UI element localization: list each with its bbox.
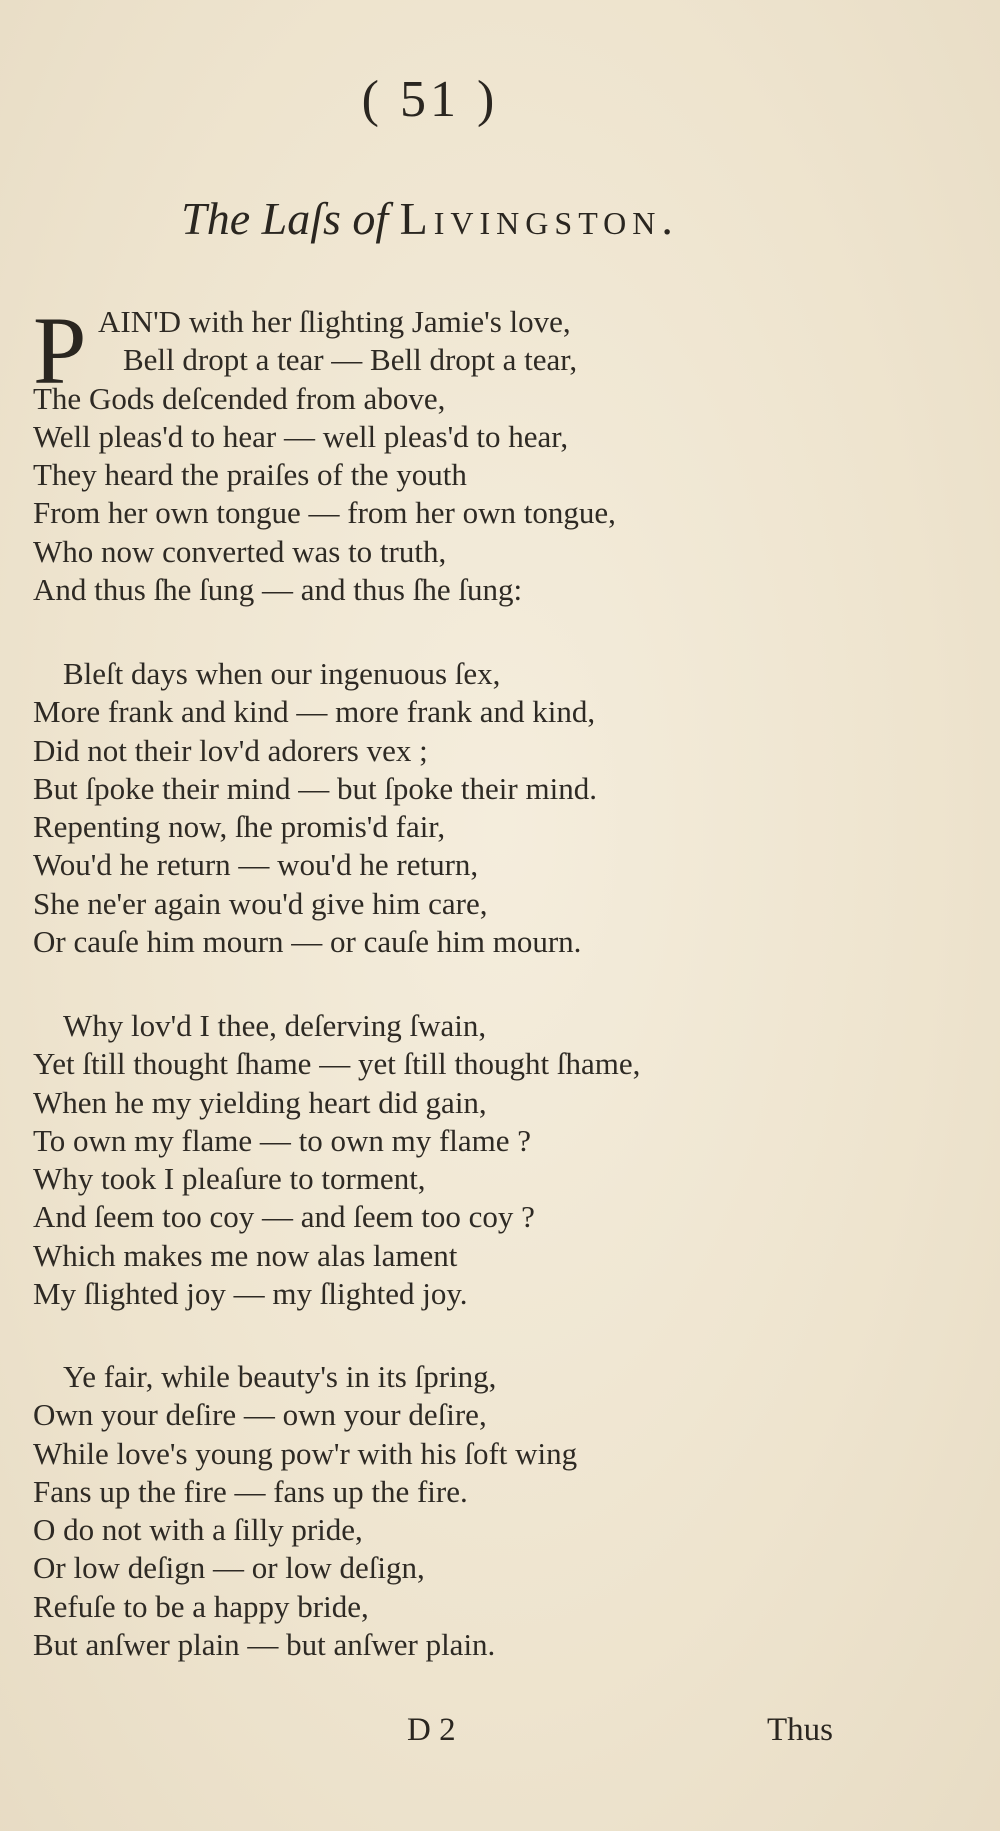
poem-line: While love's young pow'r with his ſoft wing — [33, 1435, 578, 1471]
catchword: Thus — [767, 1712, 833, 1748]
poem-line: Refuſe to be a happy bride, — [33, 1588, 369, 1624]
poem-line: And ſeem too coy — and ſeem too coy ? — [33, 1199, 535, 1235]
poem-line: From her own tongue — from her own tongue, — [33, 495, 616, 531]
poem-line: She ne'er again wou'd give him care, — [33, 885, 488, 921]
poem-line: Why lov'd I thee, deſerving ſwain, — [63, 1008, 487, 1043]
poem-line: Or low deſign — or low deſign, — [33, 1550, 425, 1586]
poem-line: AIN'D with her ſlighting Jamie's love, — [98, 304, 571, 339]
poem-line: And thus ſhe ſung — and thus ſhe ſung: — [33, 572, 523, 608]
stanza-3 — [33, 1007, 893, 1313]
poem-line: O do not with a ſilly pride, — [33, 1512, 363, 1548]
poem-line: Bell dropt a tear — Bell dropt a tear, — [123, 342, 578, 378]
poem-line: Fans up the fire — fans up the fire. — [33, 1473, 468, 1509]
stanza-4 — [33, 1358, 893, 1664]
poem-line: Did not their lov'd adorers vex ; — [33, 732, 428, 768]
poem-line: Ye fair, while beauty's in its ſpring, — [63, 1359, 497, 1394]
poem-line: My ſlighted joy — my ſlighted joy. — [33, 1276, 468, 1312]
poem-line: Wou'd he return — wou'd he return, — [33, 847, 479, 883]
poem-line: When he my yielding heart did gain, — [33, 1084, 487, 1120]
poem-line: Well pleas'd to hear — well pleas'd to hear, — [33, 418, 569, 454]
signature-mark: D 2 — [407, 1712, 456, 1748]
drop-capital: P — [33, 297, 87, 404]
poem-line: But ſpoke their mind — but ſpoke their mind. — [33, 770, 597, 806]
poem-line: The Gods deſcended from above, — [33, 380, 446, 416]
poem-line: Own your deſire — own your deſire, — [33, 1397, 487, 1433]
stanza-2 — [33, 655, 893, 961]
poem-line: Which makes me now alas lament — [33, 1237, 458, 1273]
poem-line: Repenting now, ſhe promis'd fair, — [33, 809, 446, 845]
poem-line: Bleſt days when our ingenuous ſex, — [63, 656, 501, 691]
poem-line: They heard the praiſes of the youth — [33, 457, 467, 493]
poem-line: Yet ſtill thought ſhame — yet ſtill thought ſhame, — [33, 1046, 641, 1082]
poem-line: Or cauſe him mourn — or cauſe him mourn. — [33, 924, 582, 960]
poem-line: To own my flame — to own my flame ? — [33, 1122, 532, 1158]
poem-line: More frank and kind — more frank and kind, — [33, 694, 596, 730]
stanza-1 — [33, 297, 893, 609]
page-number: ( 51 ) — [361, 71, 499, 128]
poem-line: But anſwer plain — but anſwer plain. — [33, 1627, 496, 1663]
title-italic-part: The Laſs of — [181, 193, 389, 244]
poem-title — [0, 192, 860, 245]
poem-line: Why took I pleaſure to torment, — [33, 1161, 426, 1197]
poem-line: Who now converted was to truth, — [33, 533, 447, 569]
title-smallcaps-part: Livingston. — [399, 193, 679, 244]
